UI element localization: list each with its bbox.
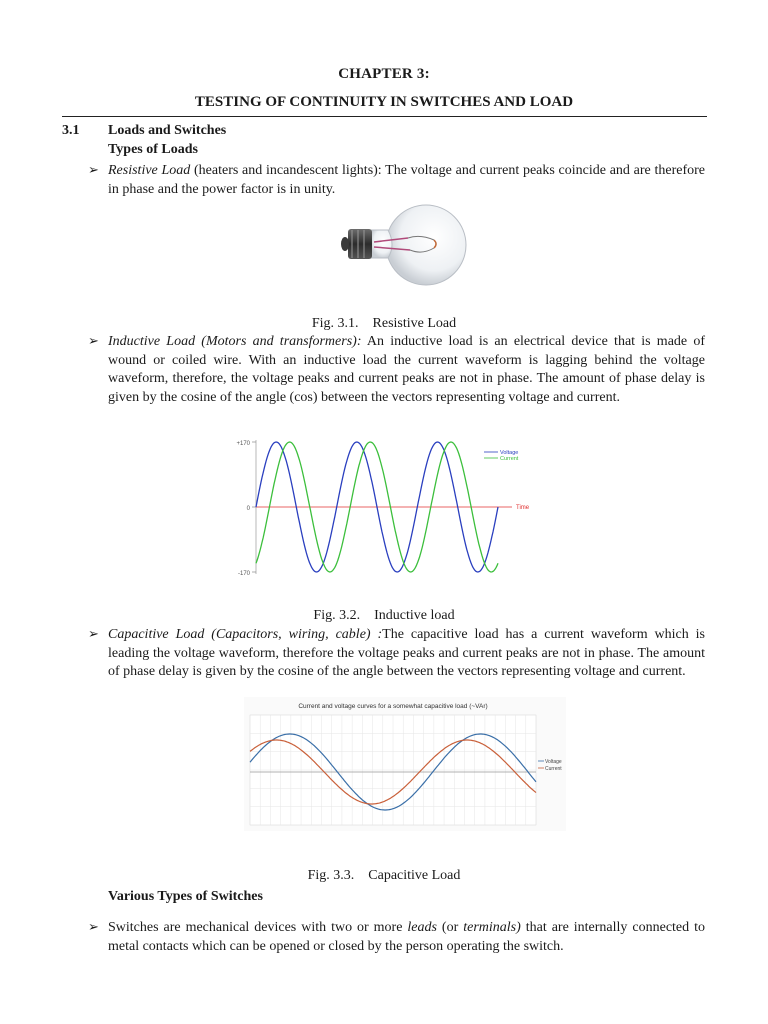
fig-number: Fig. 3.2.	[313, 608, 361, 623]
fig-number: Fig. 3.1.	[311, 316, 359, 331]
bullet-arrow-icon: ➢	[88, 333, 99, 348]
resistive-term: Resistive Load	[108, 163, 191, 178]
y-tick-label: 0	[246, 506, 250, 512]
inductive-text: An inductive load is an electrical device that is made of wound or coiled wire. With an inductive load the current waveform is lagging behind the voltage waveform, therefore, the voltage peaks and current peaks are not in phase. The amount of phase delay is given by the cosine of the angle (cos) between the vectors representing voltage and current.	[108, 334, 705, 405]
capacitive-paragraph	[108, 626, 705, 682]
leads-term: leads	[407, 920, 437, 935]
switches-text: that are internally connected to metal contacts which can be opened or closed by the person operating the switch.	[108, 920, 705, 954]
resistive-text: (heaters and incandescent lights): The voltage and current peaks coincide and are therefore in phase and the power factor is in unity.	[108, 163, 705, 197]
capacitive-text: The capacitive load has a current waveform which is leading the voltage waveform, therefore the voltage peaks and current peaks are not in phase. The amount of phase delay is given by the cosine of the angle between the vectors representing voltage and current.	[108, 627, 706, 679]
title-divider	[62, 116, 707, 117]
inductive-term: Inductive Load (Motors and transformers):	[108, 334, 362, 349]
y-tick-label: +170	[236, 441, 250, 447]
legend-label: Voltage	[545, 759, 562, 765]
fig-label: Inductive load	[374, 608, 455, 623]
resistive-paragraph	[108, 162, 705, 199]
fig-label: Capacitive Load	[368, 868, 461, 883]
inductive-waveform-chart	[230, 432, 535, 580]
capacitive-waveform-chart	[244, 697, 566, 831]
subhead-types-of-loads: Types of Loads	[108, 142, 198, 157]
time-axis-label: Time	[516, 505, 530, 511]
bullet-arrow-icon: ➢	[88, 626, 99, 641]
section-title: Loads and Switches	[108, 123, 227, 138]
chapter-title: TESTING OF CONTINUITY IN SWITCHES AND LOAD	[194, 94, 574, 110]
subhead-types-of-switches: Various Types of Switches	[108, 889, 263, 904]
y-tick-label: -170	[237, 571, 250, 577]
fig-number: Fig. 3.3.	[307, 868, 355, 883]
legend-label: Current	[500, 456, 519, 462]
bullet-arrow-icon: ➢	[88, 162, 99, 177]
switches-text: Switches are mechanical devices with two or more	[108, 920, 408, 935]
inductive-paragraph	[108, 333, 705, 407]
terminals-term: terminals)	[463, 920, 521, 935]
capacitive-term: Capacitive Load (Capacitors, wiring, cable) :	[108, 627, 383, 642]
fig-label: Resistive Load	[372, 316, 457, 331]
figure-3-3-caption	[0, 868, 768, 884]
switches-paragraph	[108, 919, 705, 956]
section-number: 3.1	[62, 123, 80, 138]
bullet-arrow-icon: ➢	[88, 919, 99, 934]
legend-label: Voltage	[500, 450, 519, 456]
figure-3-1-caption	[0, 316, 768, 332]
switches-text: (or	[436, 920, 464, 935]
legend-label: Current	[545, 766, 562, 772]
chart-title: Current and voltage curves for a somewhat capacitive load (~VAr)	[298, 703, 488, 710]
chapter-number: CHAPTER 3:	[338, 66, 430, 82]
light-bulb-image	[338, 200, 468, 300]
figure-3-2-caption	[0, 608, 768, 624]
